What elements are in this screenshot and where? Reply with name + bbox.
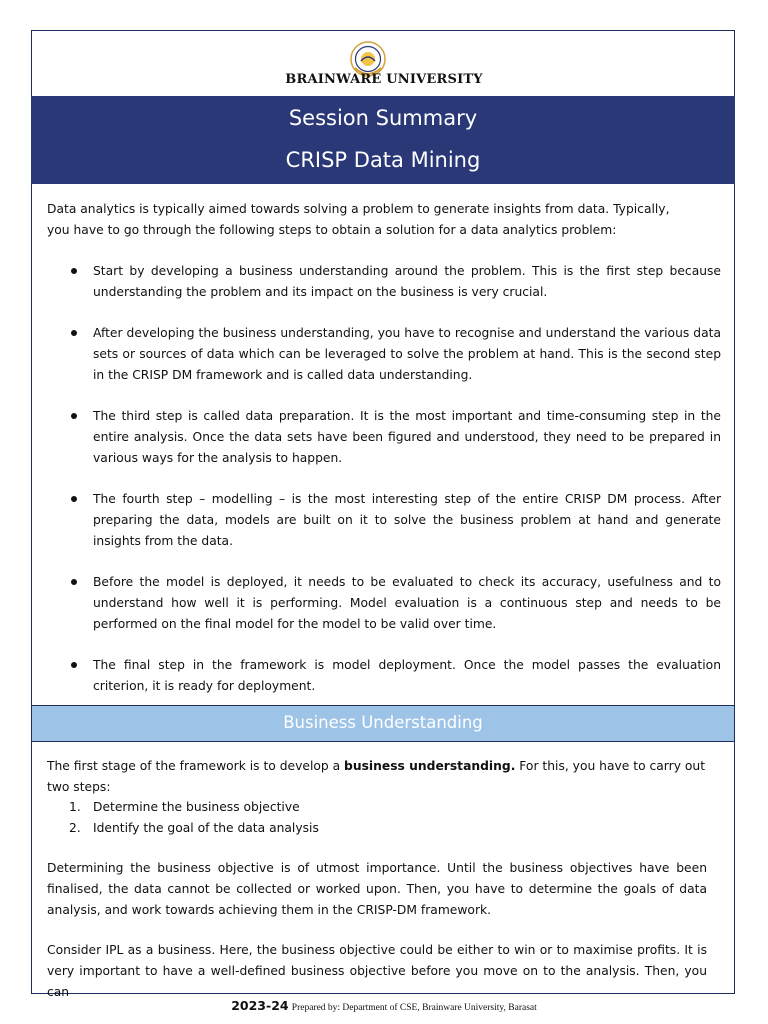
list-item [47, 655, 721, 697]
list-number: 2. [69, 821, 81, 835]
page-footer [0, 998, 768, 1013]
bullet-icon [71, 413, 77, 419]
step-text: The final step in the framework is model deployment. Once the model passes the evaluation criterion, it is ready for deployment. [93, 658, 721, 693]
bullet-icon [71, 496, 77, 502]
list-item [47, 489, 721, 552]
list-item [47, 797, 707, 818]
business-steps-list [47, 797, 707, 839]
section-paragraph-3: Consider IPL as a business. Here, the business objective could be either to win or to maximise profits. It is very important to have a well-defined business objective before you move on to the analysis. Then, you can [47, 943, 707, 999]
list-item-text: Determine the business objective [93, 800, 300, 814]
list-item [47, 323, 721, 386]
topic-title: CRISP Data Mining [285, 148, 481, 172]
step-text: After developing the business understanding, you have to recognise and understand the various data sets or sources of data which can be leveraged to solve the problem at hand. This is the second step in the CRISP DM framework and is called data understanding. [93, 326, 721, 382]
step-text: The fourth step – modelling – is the most interesting step of the entire CRISP DM process. After preparing the data, models are built on it to solve the business problem at hand and generate insights from the data. [93, 492, 721, 548]
bullet-icon [71, 662, 77, 668]
list-number: 1. [69, 800, 81, 814]
bullet-icon [71, 330, 77, 336]
section-paragraph-2: Determining the business objective is of utmost importance. Until the business objectives have been finalised, the data cannot be collected or worked upon. Then, you have to determine the goals of data analysis, and work towards achieving them in the CRISP-DM framework. [47, 861, 707, 917]
step-text: Before the model is deployed, it needs to be evaluated to check its accuracy, usefulness and to understand how well it is performing. Model evaluation is a continuous step and needs to be performed on the final model for the model to be valid over time. [93, 575, 721, 631]
list-item [47, 261, 721, 303]
step-text: Start by developing a business understanding around the problem. This is the first step because understanding the problem and its impact on the business is very crucial. [93, 264, 721, 299]
section-title: Business Understanding [283, 713, 483, 732]
section-paragraph-1 [47, 756, 707, 798]
session-title: Session Summary [288, 106, 478, 130]
footer-prepared-by: Prepared by: Department of CSE, Brainware University, Barasat [291, 1003, 537, 1013]
university-name: BRAINWARE UNIVERSITY [285, 72, 483, 87]
intro-line-2: you have to go through the following steps to obtain a solution for a data analytics problem: [47, 223, 617, 237]
footer-year: 2023-24 [231, 998, 289, 1013]
para1-text: The first stage of the framework is to develop a [47, 759, 345, 773]
intro-paragraph [47, 199, 707, 241]
para1-bold-text: business understanding. [344, 759, 516, 773]
para1-text-end: For this, you have to carry out two steps: [47, 759, 706, 794]
list-item-text: Identify the goal of the data analysis [93, 821, 319, 835]
bullet-icon [71, 579, 77, 585]
step-text: The third step is called data preparation. It is the most important and time-consuming step in the entire analysis. Once the data sets have been figured and understood, they need to be prepared in various ways for the analysis to happen. [93, 409, 721, 465]
list-item [47, 572, 721, 635]
intro-line-1: Data analytics is typically aimed towards solving a problem to generate insights from data. Typically, [47, 202, 670, 216]
steps-list [47, 261, 721, 697]
list-item [47, 818, 707, 839]
list-item [47, 406, 721, 469]
bullet-icon [71, 268, 77, 274]
